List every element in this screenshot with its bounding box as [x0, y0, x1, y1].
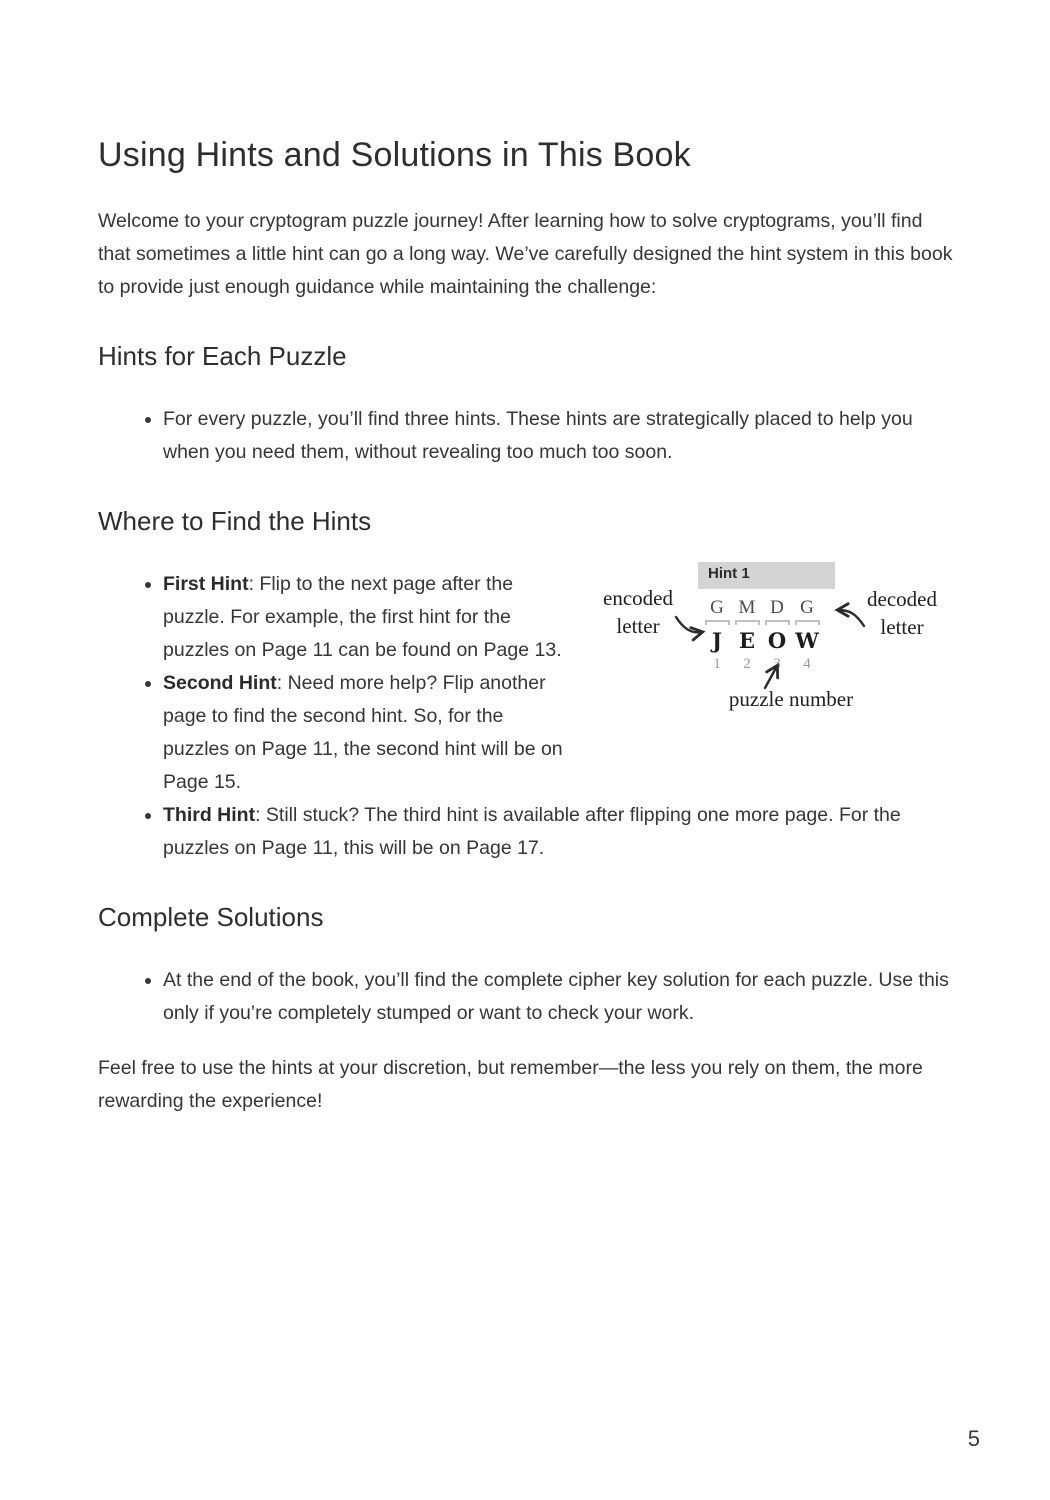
- puzzle-number-digit: 4: [803, 656, 811, 672]
- decoded-letter-label: [853, 585, 951, 641]
- puzzle-number-digit: 2: [743, 656, 751, 672]
- encoded-label-line1: encoded: [603, 586, 673, 610]
- cipher-columns: [702, 594, 822, 674]
- puzzle-number-digit: 3: [773, 656, 781, 672]
- bullet-text: At the end of the book, you’ll find the complete cipher key solution for each puzzle. Use this only if you’re completely stumped or want to check your work.: [163, 969, 949, 1024]
- encoded-label-line2: letter: [616, 614, 660, 638]
- page-number: 5: [967, 1426, 980, 1451]
- closing-paragraph: Feel free to use the hints at your discretion, but remember—the less you rely on them, the more rewarding the experience!: [98, 1057, 923, 1112]
- list-item: [163, 799, 955, 865]
- intro-paragraph: Welcome to your cryptogram puzzle journey! After learning how to solve cryptograms, you’ll find that sometimes a little hint can go a long way. We’ve carefully designed the hint system in this book to provide just enough guidance while maintaining the challenge:: [98, 210, 953, 298]
- decoded-letter: M: [738, 597, 756, 618]
- section-heading-hints-for-each-puzzle: Hints for Each Puzzle: [98, 341, 347, 371]
- bullet-list: [98, 403, 955, 469]
- section-heading-complete-solutions: Complete Solutions: [98, 902, 324, 932]
- encoded-letter: E: [738, 628, 755, 653]
- cipher-column: [702, 594, 732, 674]
- section-complete-solutions: [98, 901, 955, 1030]
- page-title: Using Hints and Solutions in This Book: [98, 136, 691, 174]
- puzzle-number-label: puzzle number: [728, 687, 854, 711]
- cipher-column: [732, 594, 762, 674]
- hint-header-box: [698, 562, 835, 589]
- list-item: [163, 403, 955, 469]
- bullet-list: [98, 964, 955, 1030]
- encoded-letter: J: [712, 628, 722, 653]
- encoded-letter: W: [795, 628, 819, 653]
- bullet-text: : Flip to the next page after the puzzle. For example, the first hint for the puzzles on Page 11 can be found on Page 13.: [163, 573, 562, 661]
- bullet-bold-lead: Second Hint: [163, 672, 277, 694]
- page-content: [98, 0, 955, 1118]
- decoded-letter: D: [770, 597, 784, 618]
- bullet-bold-lead: Third Hint: [163, 804, 256, 826]
- section-where-to-find-the-hints: [98, 505, 955, 865]
- encoded-letter: O: [767, 628, 787, 653]
- cipher-column: [762, 594, 792, 674]
- decoded-letter: G: [800, 597, 814, 618]
- bullet-text: : Still stuck? The third hint is available after flipping one more page. For the puzzles on Page 11, this will be on Page 17.: [163, 804, 901, 859]
- decoded-letter: G: [710, 597, 724, 618]
- bullet-bold-lead: First Hint: [163, 573, 249, 595]
- decoded-label-line1: decoded: [867, 587, 937, 611]
- hint-example-figure: [583, 538, 955, 794]
- encoded-letter-label: [589, 584, 687, 640]
- cipher-column: [792, 594, 822, 674]
- bullet-text: For every puzzle, you’ll find three hints. These hints are strategically placed to help you when you need them, without revealing too much too soon.: [163, 408, 913, 463]
- section-heading-where-to-find: Where to Find the Hints: [98, 506, 372, 536]
- puzzle-number-digit: 1: [713, 656, 721, 672]
- section-hints-for-each-puzzle: [98, 340, 955, 469]
- decoded-label-line2: letter: [880, 615, 924, 639]
- hint-header-label: Hint 1: [708, 565, 750, 582]
- bullet-text: : Need more help? Flip another page to find the second hint. So, for the puzzles on Page 11, the second hint will be on Page 15.: [163, 672, 563, 793]
- list-item: [163, 964, 955, 1030]
